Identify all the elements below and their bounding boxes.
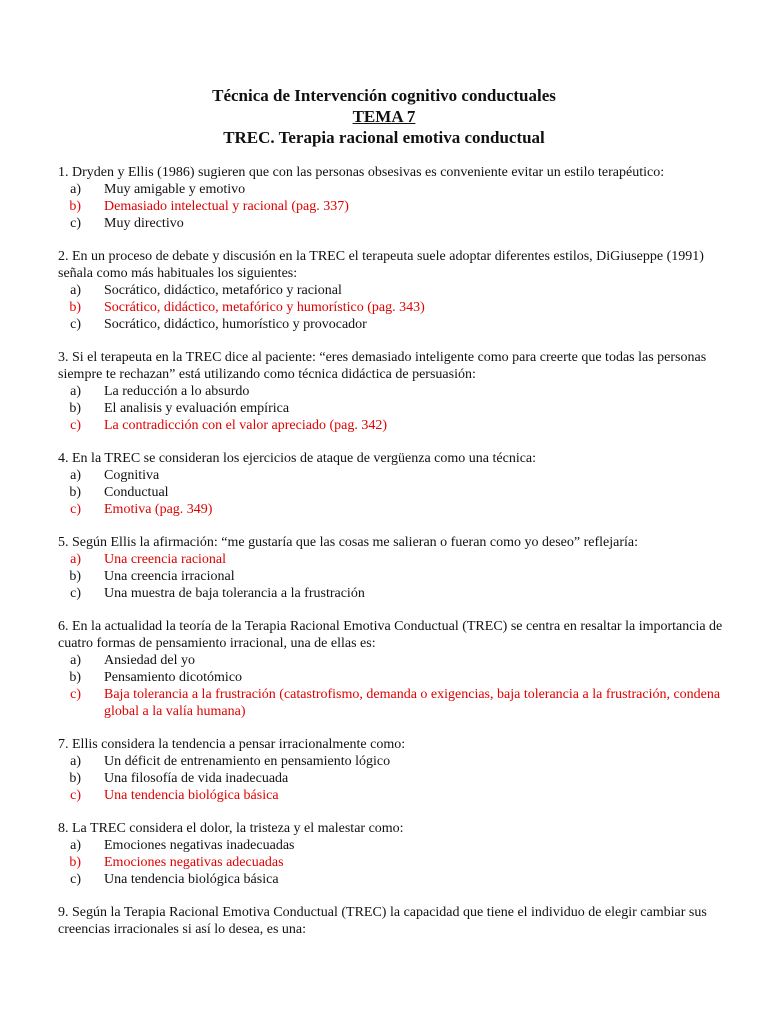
correct-answer-option — [58, 417, 738, 434]
option-text: La reducción a lo absurdo — [104, 384, 250, 399]
option-letter: a) — [70, 384, 81, 399]
answer-option — [58, 484, 738, 501]
option-letter: b) — [69, 670, 81, 685]
answer-option — [58, 316, 738, 333]
option-text: Emotiva (pag. 349) — [104, 502, 213, 517]
option-letter: c) — [70, 216, 81, 231]
answer-options — [58, 467, 738, 518]
question-text: 3. Si el terapeuta en la TREC dice al paciente: “eres demasiado inteligente como para creerte que todas las personas siempre te rechazan” está utilizando como técnica didáctica de persuasión: — [58, 350, 707, 382]
answer-option — [58, 383, 738, 400]
answer-options — [58, 551, 738, 602]
option-letter: a) — [70, 754, 81, 769]
option-letter: b) — [69, 485, 81, 500]
question-item — [58, 248, 738, 333]
option-letter: a) — [70, 653, 81, 668]
answer-option — [58, 871, 738, 888]
question-text: 7. Ellis considera la tendencia a pensar irracionalmente como: — [58, 737, 406, 752]
option-letter: c) — [70, 586, 81, 601]
question-text: 2. En un proceso de debate y discusión en la TREC el terapeuta suele adoptar diferentes estilos, DiGiuseppe (1991) señala como más habituales los siguientes: — [58, 249, 704, 281]
option-text: Baja tolerancia a la frustración (catastrofismo, demanda o exigencias, baja tolerancia a la frustración, condena global a la valía humana) — [104, 687, 721, 719]
option-text: El analisis y evaluación empírica — [104, 401, 290, 416]
option-letter: a) — [70, 838, 81, 853]
answer-options — [58, 181, 738, 232]
answer-option — [58, 400, 738, 417]
option-text: Una tendencia biológica básica — [104, 788, 279, 803]
option-letter: c) — [70, 317, 81, 332]
answer-options — [58, 383, 738, 434]
option-text: Una muestra de baja tolerancia a la frustración — [104, 586, 365, 601]
question-text: 8. La TREC considera el dolor, la tristeza y el malestar como: — [58, 821, 404, 836]
correct-answer-option — [58, 551, 738, 568]
answer-option — [58, 753, 738, 770]
question-text: 1. Dryden y Ellis (1986) sugieren que con las personas obsesivas es conveniente evitar un estilo terapéutico: — [58, 165, 665, 180]
answer-option — [58, 669, 738, 686]
question-text: 6. En la actualidad la teoría de la Terapia Racional Emotiva Conductual (TREC) se centra en resaltar la importancia de cuatro formas de pensamiento irracional, una de ellas es: — [58, 619, 723, 651]
document-subtitle: TREC. Terapia racional emotiva conductual — [223, 128, 545, 147]
option-text: Demasiado intelectual y racional (pag. 337) — [104, 199, 349, 214]
option-letter: b) — [69, 855, 81, 870]
answer-option — [58, 181, 738, 198]
option-letter: b) — [69, 199, 81, 214]
option-text: Un déficit de entrenamiento en pensamiento lógico — [104, 754, 391, 769]
correct-answer-option — [58, 787, 738, 804]
option-letter: c) — [70, 687, 81, 702]
option-letter: a) — [70, 468, 81, 483]
option-letter: c) — [70, 872, 81, 887]
option-text: Muy directivo — [104, 216, 184, 231]
option-letter: a) — [70, 182, 81, 197]
answer-option — [58, 837, 738, 854]
answer-option — [58, 467, 738, 484]
correct-answer-option — [58, 686, 738, 720]
question-item — [58, 736, 738, 804]
option-letter: c) — [70, 788, 81, 803]
answer-option — [58, 770, 738, 787]
option-letter: c) — [70, 418, 81, 433]
question-text: 4. En la TREC se consideran los ejercicios de ataque de vergüenza como una técnica: — [58, 451, 537, 466]
option-text: Socrático, didáctico, metafórico y humorístico (pag. 343) — [104, 300, 425, 315]
option-text: La contradicción con el valor apreciado (pag. 342) — [104, 418, 387, 433]
option-text: Socrático, didáctico, humorístico y provocador — [104, 317, 367, 332]
correct-answer-option — [58, 198, 738, 215]
option-text: Emociones negativas inadecuadas — [104, 838, 295, 853]
correct-answer-option — [58, 854, 738, 871]
correct-answer-option — [58, 501, 738, 518]
option-letter: b) — [69, 300, 81, 315]
tema-heading: TEMA 7 — [352, 107, 416, 126]
question-item — [58, 450, 738, 518]
option-text: Socrático, didáctico, metafórico y racional — [104, 283, 342, 298]
question-item — [58, 820, 738, 888]
option-text: Emociones negativas adecuadas — [104, 855, 284, 870]
option-letter: c) — [70, 502, 81, 517]
question-item — [58, 349, 738, 434]
option-text: Una tendencia biológica básica — [104, 872, 279, 887]
answer-option — [58, 568, 738, 585]
questions-list — [58, 164, 738, 954]
document-header — [0, 85, 768, 148]
correct-answer-option — [58, 299, 738, 316]
question-item — [58, 618, 738, 720]
question-text: 9. Según la Terapia Racional Emotiva Conductual (TREC) la capacidad que tiene el individuo de elegir cambiar sus creencias irracionales si así lo desea, es una: — [58, 905, 707, 937]
question-item — [58, 164, 738, 232]
option-text: Cognitiva — [104, 468, 160, 483]
option-text: Pensamiento dicotómico — [104, 670, 243, 685]
answer-option — [58, 215, 738, 232]
answer-options — [58, 282, 738, 333]
document-title: Técnica de Intervención cognitivo conductuales — [212, 86, 556, 105]
option-text: Muy amigable y emotivo — [104, 182, 246, 197]
answer-option — [58, 282, 738, 299]
option-text: Una filosofía de vida inadecuada — [104, 771, 289, 786]
answer-option — [58, 585, 738, 602]
question-text: 5. Según Ellis la afirmación: “me gustaría que las cosas me salieran o fueran como yo deseo” reflejaría: — [58, 535, 639, 550]
option-text: Conductual — [104, 485, 169, 500]
option-letter: b) — [69, 771, 81, 786]
option-letter: a) — [70, 283, 81, 298]
option-letter: b) — [69, 401, 81, 416]
question-item — [58, 904, 738, 938]
answer-options — [58, 753, 738, 804]
option-letter: b) — [69, 569, 81, 584]
answer-option — [58, 652, 738, 669]
option-text: Una creencia irracional — [104, 569, 235, 584]
option-letter: a) — [70, 552, 81, 567]
option-text: Una creencia racional — [104, 552, 227, 567]
answer-options — [58, 652, 738, 720]
answer-options — [58, 837, 738, 888]
option-text: Ansiedad del yo — [104, 653, 195, 668]
question-item — [58, 534, 738, 602]
